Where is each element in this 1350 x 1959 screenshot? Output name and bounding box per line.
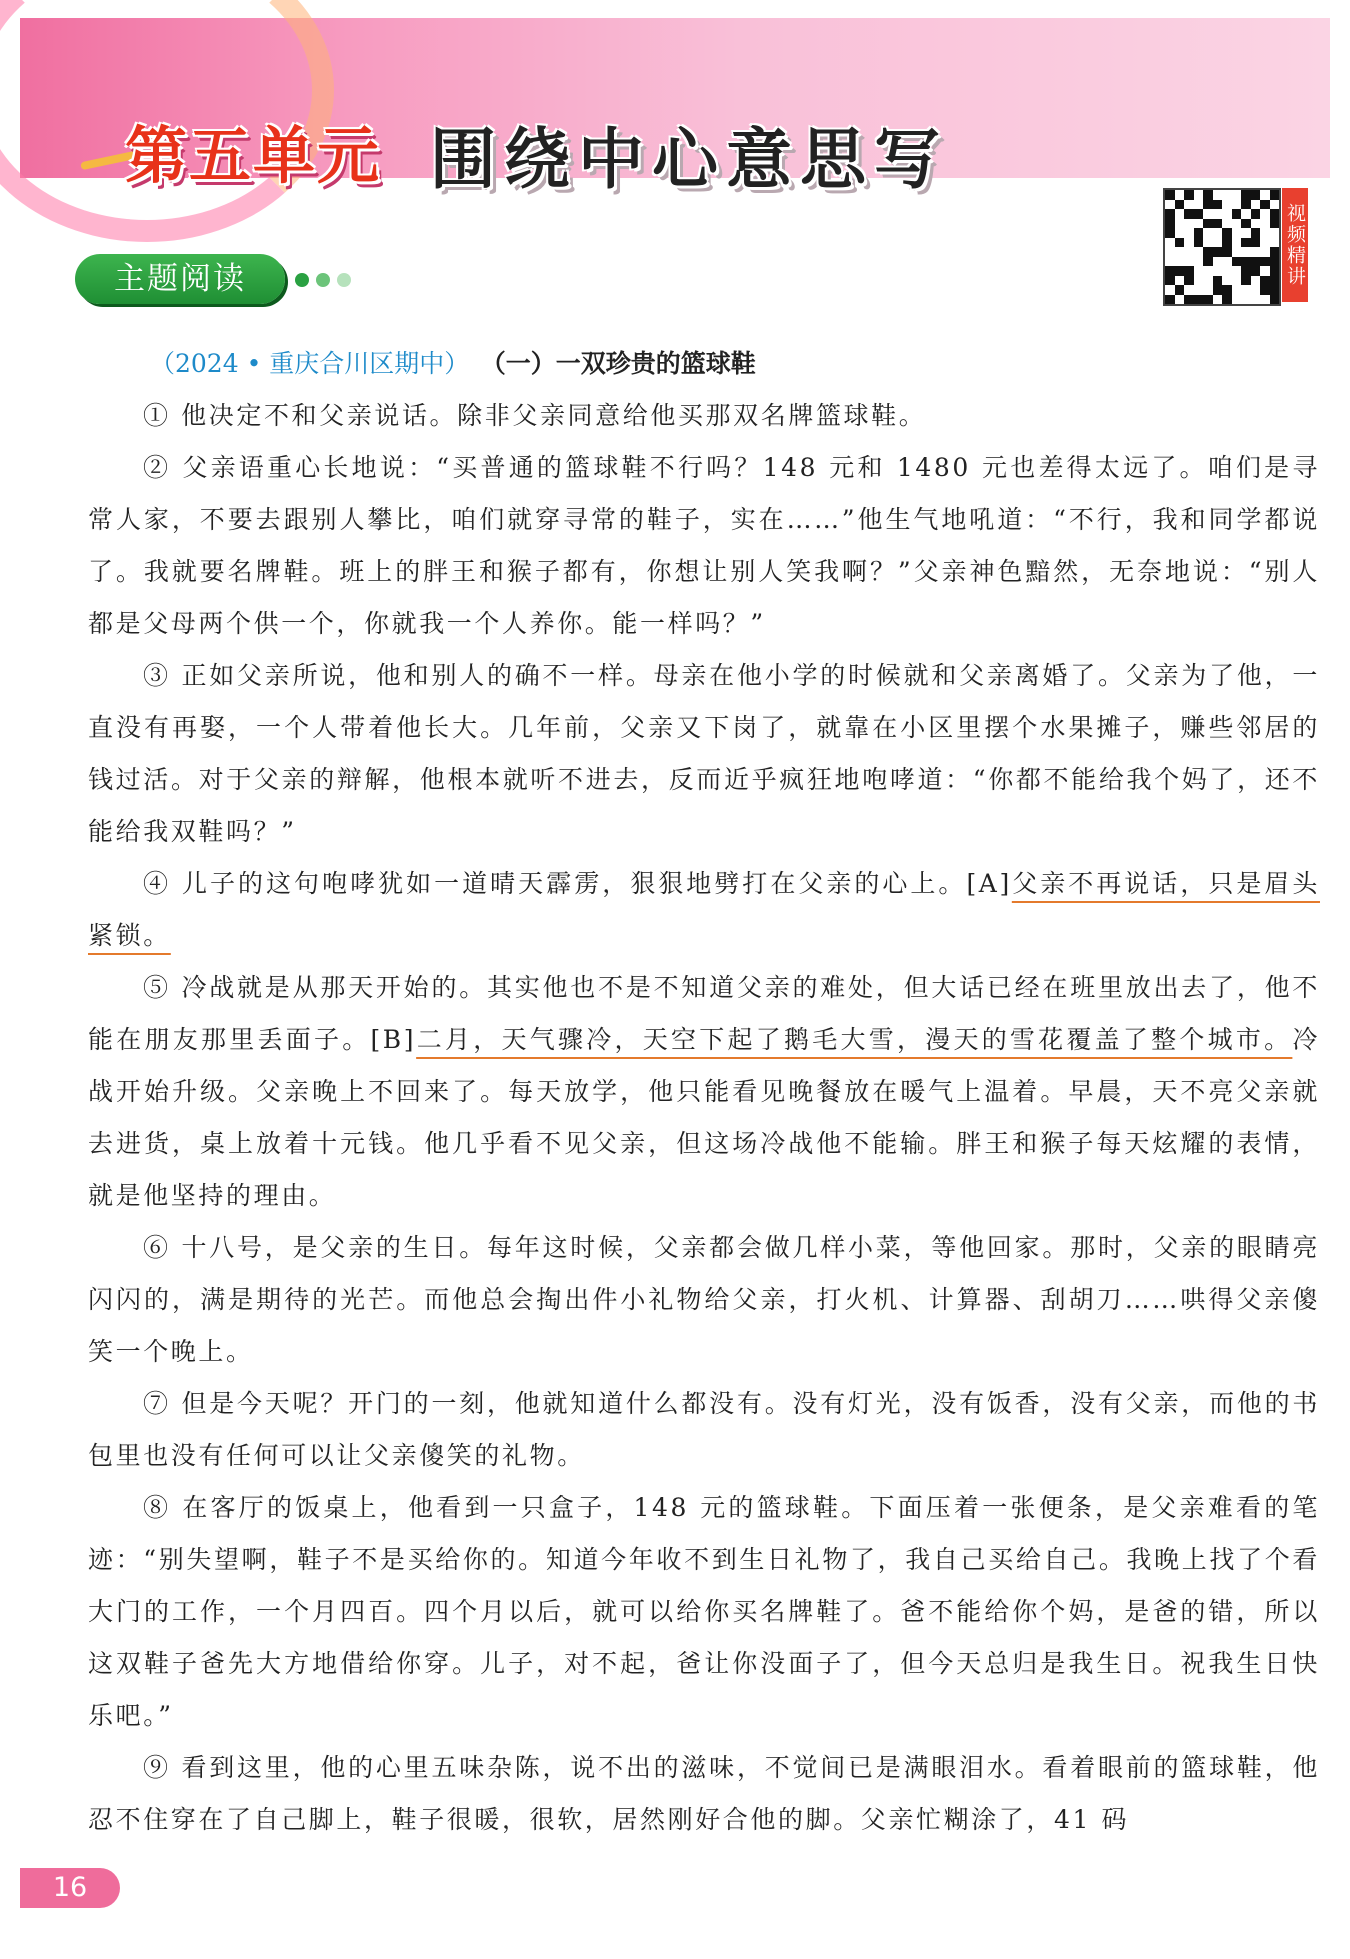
qr-module (1270, 219, 1280, 229)
qr-module (1222, 190, 1232, 200)
dot-icon (337, 273, 351, 287)
qr-module (1251, 209, 1261, 219)
paragraph-5-rest: 冷战开始升级。父亲晚上不回来了。每天放学，他只能看见晚餐放在暖气上温着。早晨，天不亮父亲就去进货，桌上放着十元钱。他几乎看不见父亲，但这场冷战他不能输。胖王和猴子每天炫耀的表情，就是他坚持的理由。 (88, 1025, 1320, 1210)
qr-module (1270, 295, 1280, 305)
qr-module (1241, 200, 1251, 210)
qr-module (1251, 247, 1261, 257)
article-heading (150, 344, 756, 380)
qr-module (1241, 285, 1251, 295)
qr-module (1260, 295, 1270, 305)
qr-module (1194, 209, 1204, 219)
qr-module (1213, 295, 1223, 305)
page-number: 16 (20, 1868, 120, 1908)
paragraph-8: ⑧ 在客厅的饭桌上，他看到一只盒子，148 元的篮球鞋。下面压着一张便条，是父亲难看的笔迹：“别失望啊，鞋子不是买给你的。知道今年收不到生日礼物了，我自己买给自己。我晚上找了个看大门的工作，一个月四百。四个月以后，就可以给你买名牌鞋了。爸不能给你个妈，是爸的错，所以这双鞋子爸先大方地借给你穿。儿子，对不起，爸让你没面子了，但今天总归是我生日。祝我生日快乐吧。” (88, 1493, 1320, 1730)
qr-module (1251, 228, 1261, 238)
qr-module (1260, 209, 1270, 219)
qr-module (1260, 247, 1270, 257)
qr-module (1203, 276, 1213, 286)
paragraph-9: ⑨ 看到这里，他的心里五味杂陈，说不出的滋味，不觉间已是满眼泪水。看着眼前的篮球鞋，他忍不住穿在了自己脚上，鞋子很暖，很软，居然刚好合他的脚。父亲忙糊涂了，41 码 (88, 1753, 1320, 1834)
qr-module (1251, 257, 1261, 267)
paragraph-5 (88, 962, 1320, 1222)
qr-module (1222, 285, 1232, 295)
qr-module (1175, 266, 1185, 276)
qr-module (1184, 295, 1194, 305)
qr-module (1203, 190, 1213, 200)
qr-module (1213, 257, 1223, 267)
qr-module (1175, 209, 1185, 219)
qr-module (1165, 238, 1175, 248)
qr-module (1270, 276, 1280, 286)
qr-module (1260, 285, 1270, 295)
qr-module (1175, 228, 1185, 238)
qr-module (1184, 266, 1194, 276)
qr-module (1222, 276, 1232, 286)
qr-module (1251, 238, 1261, 248)
qr-module (1270, 209, 1280, 219)
qr-module (1241, 219, 1251, 229)
unit-theme-title: 围绕中心意思写 (430, 121, 948, 198)
qr-module (1203, 209, 1213, 219)
qr-module (1184, 219, 1194, 229)
qr-module (1241, 276, 1251, 286)
article-title: （一）一双珍贵的篮球鞋 (493, 349, 756, 378)
qr-module (1194, 295, 1204, 305)
qr-module (1175, 219, 1185, 229)
textbook-page (20, 18, 1330, 1941)
paragraph-4-text: ④ 儿子的这句咆哮犹如一道晴天霹雳，狠狠地劈打在父亲的心上。[A] (143, 869, 1012, 898)
unit-header-banner (20, 18, 1330, 198)
qr-module (1165, 200, 1175, 210)
qr-module (1222, 228, 1232, 238)
qr-module (1165, 228, 1175, 238)
qr-module (1194, 228, 1204, 238)
qr-module (1270, 285, 1280, 295)
paragraph-6: ⑥ 十八号，是父亲的生日。每年这时候，父亲都会做几样小菜，等他回家。那时，父亲的眼睛亮闪闪的，满是期待的光芒。而他总会掏出件小礼物给父亲，打火机、计算器、刮胡刀……哄得父亲傻笑一个晚上。 (88, 1233, 1320, 1366)
qr-module (1194, 200, 1204, 210)
qr-module (1251, 285, 1261, 295)
qr-module (1222, 209, 1232, 219)
section-tag-theme-reading: 主题阅读 (75, 254, 285, 304)
qr-module (1222, 247, 1232, 257)
qr-module (1232, 238, 1242, 248)
qr-module (1194, 276, 1204, 286)
qr-module (1251, 219, 1261, 229)
qr-module (1251, 295, 1261, 305)
qr-module (1203, 266, 1213, 276)
qr-module (1184, 285, 1194, 295)
qr-module (1270, 257, 1280, 267)
qr-module (1194, 190, 1204, 200)
qr-module (1232, 200, 1242, 210)
qr-module (1175, 190, 1185, 200)
qr-module (1270, 266, 1280, 276)
qr-module (1213, 285, 1223, 295)
paragraph-1: ① 他决定不和父亲说话。除非父亲同意给他买那双名牌篮球鞋。 (143, 401, 927, 430)
qr-module (1175, 200, 1185, 210)
qr-module (1213, 238, 1223, 248)
qr-module (1184, 257, 1194, 267)
qr-module (1165, 247, 1175, 257)
qr-module (1213, 266, 1223, 276)
qr-module (1165, 276, 1175, 286)
paragraph-4 (88, 858, 1320, 962)
unit-number-title: 第五单元 (125, 119, 382, 192)
qr-module (1260, 266, 1270, 276)
qr-module (1232, 257, 1242, 267)
qr-module (1222, 295, 1232, 305)
qr-module (1175, 276, 1185, 286)
qr-module (1194, 285, 1204, 295)
qr-module (1184, 209, 1194, 219)
qr-module (1251, 276, 1261, 286)
qr-module (1241, 190, 1251, 200)
qr-module (1270, 247, 1280, 257)
qr-module (1232, 285, 1242, 295)
qr-module (1203, 219, 1213, 229)
article-body (88, 390, 1320, 1846)
qr-module (1260, 276, 1270, 286)
qr-module (1165, 295, 1175, 305)
qr-module (1213, 276, 1223, 286)
qr-module (1232, 295, 1242, 305)
qr-module (1203, 247, 1213, 257)
qr-module (1213, 200, 1223, 210)
qr-module (1241, 295, 1251, 305)
qr-module (1213, 190, 1223, 200)
qr-module (1241, 247, 1251, 257)
qr-module (1260, 200, 1270, 210)
qr-module (1222, 219, 1232, 229)
qr-module (1241, 257, 1251, 267)
qr-module (1184, 238, 1194, 248)
qr-module (1165, 285, 1175, 295)
qr-module (1222, 257, 1232, 267)
dot-icon (295, 273, 309, 287)
qr-module (1260, 219, 1270, 229)
qr-module (1260, 190, 1270, 200)
qr-module (1175, 295, 1185, 305)
qr-module (1165, 257, 1175, 267)
qr-module (1251, 190, 1261, 200)
qr-module (1165, 219, 1175, 229)
qr-module (1232, 219, 1242, 229)
qr-module (1270, 238, 1280, 248)
qr-module (1241, 209, 1251, 219)
qr-module (1184, 200, 1194, 210)
qr-module (1194, 238, 1204, 248)
dot-icon (316, 273, 330, 287)
exam-source: （2024 • 重庆合川区期中） (150, 349, 470, 378)
qr-module (1260, 238, 1270, 248)
paragraph-7: ⑦ 但是今天呢？开门的一刻，他就知道什么都没有。没有灯光，没有饭香，没有父亲，而他的书包里也没有任何可以让父亲傻笑的礼物。 (88, 1389, 1320, 1470)
qr-module (1175, 285, 1185, 295)
qr-module (1241, 238, 1251, 248)
underlined-sentence-a: 父亲不再说话，只是眉头紧锁。 (88, 869, 1320, 950)
qr-module (1203, 295, 1213, 305)
qr-module (1222, 200, 1232, 210)
qr-module (1251, 266, 1261, 276)
underlined-sentence-b: 二月，天气骤冷，天空下起了鹅毛大雪，漫天的雪花覆盖了整个城市。 (416, 1025, 1293, 1054)
qr-module (1222, 266, 1232, 276)
qr-module (1194, 257, 1204, 267)
paragraph-5-text: ⑤ 冷战就是从那天开始的。其实他也不是不知道父亲的难处，但大话已经在班里放出去了，他不能在朋友那里丢面子。[B] (88, 973, 1320, 1054)
qr-module (1270, 190, 1280, 200)
qr-module (1213, 247, 1223, 257)
qr-module (1222, 238, 1232, 248)
qr-module (1251, 200, 1261, 210)
qr-module (1213, 209, 1223, 219)
paragraph-2: ② 父亲语重心长地说：“买普通的篮球鞋不行吗？148 元和 1480 元也差得太远了。咱们是寻常人家，不要去跟别人攀比，咱们就穿寻常的鞋子，实在……”他生气地吼道：“不行，我和同学都说了。我就要名牌鞋。班上的胖王和猴子都有，你想让别人笑我啊？”父亲神色黯然，无奈地说：“别人都是父母两个供一个，你就我一个人养你。能一样吗？” (88, 453, 1320, 638)
qr-module (1232, 190, 1242, 200)
qr-module (1194, 247, 1204, 257)
qr-module (1203, 228, 1213, 238)
qr-module (1260, 257, 1270, 267)
qr-module (1232, 266, 1242, 276)
qr-module (1203, 238, 1213, 248)
qr-module (1175, 247, 1185, 257)
qr-module (1184, 247, 1194, 257)
qr-module (1203, 257, 1213, 267)
section-tag-dots (295, 272, 358, 291)
qr-module (1241, 228, 1251, 238)
qr-module (1270, 200, 1280, 210)
qr-module (1203, 285, 1213, 295)
qr-module (1184, 190, 1194, 200)
qr-module (1194, 266, 1204, 276)
qr-module (1194, 219, 1204, 229)
qr-module (1232, 247, 1242, 257)
qr-module (1232, 228, 1242, 238)
qr-module (1213, 219, 1223, 229)
video-lecture-label: 视频精讲 (1282, 188, 1308, 302)
qr-module (1175, 257, 1185, 267)
paragraph-3: ③ 正如父亲所说，他和别人的确不一样。母亲在他小学的时候就和父亲离婚了。父亲为了他，一直没有再娶，一个人带着他长大。几年前，父亲又下岗了，就靠在小区里摆个水果摊子，赚些邻居的钱过活。对于父亲的辩解，他根本就听不进去，反而近乎疯狂地咆哮道：“你都不能给我个妈了，还不能给我双鞋吗？” (88, 661, 1320, 846)
qr-module (1260, 228, 1270, 238)
qr-module (1165, 266, 1175, 276)
qr-module (1270, 228, 1280, 238)
qr-module (1213, 228, 1223, 238)
qr-module (1241, 266, 1251, 276)
qr-module (1184, 228, 1194, 238)
qr-module (1165, 190, 1175, 200)
qr-code-icon[interactable] (1163, 188, 1281, 306)
qr-module (1184, 276, 1194, 286)
qr-module (1165, 209, 1175, 219)
qr-module (1232, 276, 1242, 286)
qr-module (1232, 209, 1242, 219)
qr-module (1203, 200, 1213, 210)
qr-module (1175, 238, 1185, 248)
